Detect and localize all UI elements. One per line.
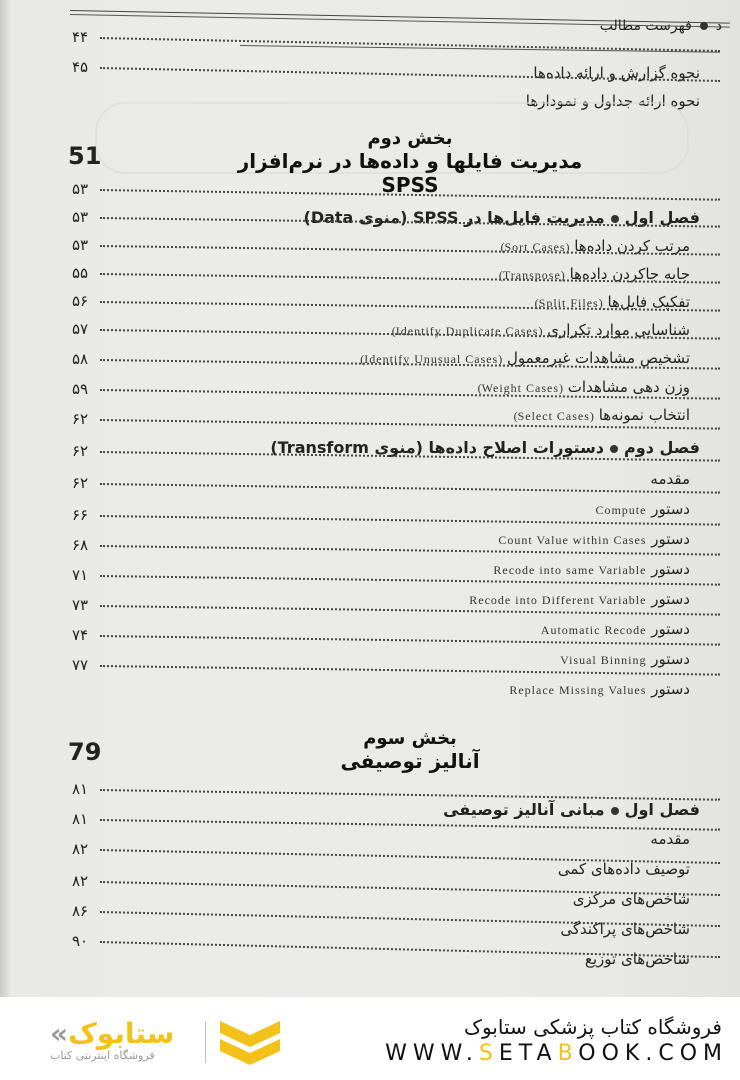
leader-dots — [100, 301, 720, 314]
leader-dots — [100, 389, 720, 402]
toc-title: توصیف داده‌های کمی — [557, 860, 690, 878]
toc-title: دستور Recode into Different Variable — [469, 590, 690, 608]
toc-entry — [60, 506, 720, 532]
leader-dots — [100, 189, 720, 203]
leader-dots — [100, 359, 720, 372]
toc-entry — [60, 656, 720, 682]
toc-title: نحوه ارائه جداول و نمودارها — [525, 92, 700, 110]
toc-entry — [60, 208, 720, 234]
page-number: ۵۳ — [72, 208, 89, 226]
page-number: ۷۴ — [72, 626, 89, 644]
leader-dots — [100, 245, 720, 258]
section-page-number: 79 — [68, 738, 102, 766]
page-number: ۶۸ — [72, 536, 89, 554]
page-number: ۵۸ — [72, 350, 89, 368]
leader-dots — [100, 67, 720, 84]
toc-title: شاخص‌های مرکزی — [572, 890, 690, 908]
toc-entry — [60, 320, 720, 346]
toc-title: تشخیص مشاهدات غیرمعمول (Identify Unusual Cases) — [360, 349, 690, 367]
leader-dots — [100, 419, 720, 432]
leader-dots — [100, 575, 720, 588]
toc-entry — [60, 350, 720, 376]
page-number: ۶۲ — [72, 442, 89, 460]
leader-dots — [100, 515, 720, 528]
chapter-name: مبانی آنالیز توصیفی — [443, 800, 605, 819]
toc-entry — [60, 596, 720, 622]
page-number: ۵۶ — [72, 292, 89, 310]
store-banner — [0, 997, 740, 1080]
chevrons-icon: « — [50, 1017, 69, 1050]
page-number: ۸۱ — [72, 810, 89, 828]
page-number: ۵۳ — [72, 236, 89, 254]
page-number: ۶۲ — [72, 410, 89, 428]
leader-dots — [100, 451, 720, 464]
toc-title: نحوه گزارش و ارائه داده‌ها — [533, 64, 700, 82]
chapter-name: دستورات اصلاح داده‌ها (منوی Transform) — [270, 438, 605, 457]
page-number: ۸۲ — [72, 840, 89, 858]
leader-dots — [100, 545, 720, 558]
page-number: ۵۳ — [72, 180, 89, 198]
toc-entry — [60, 58, 720, 84]
toc-entry — [60, 566, 720, 592]
toc-title: شاخص‌های توزیع — [584, 950, 690, 968]
toc-title: انتخاب نمونه‌ها (Select Cases) — [513, 406, 690, 424]
toc-title: شاخص‌های پراکندگی — [560, 920, 690, 938]
toc-entry — [60, 264, 720, 290]
toc-entry — [60, 180, 720, 206]
logo-brand: «ستابوک — [50, 1017, 175, 1050]
toc-entry — [60, 536, 720, 562]
toc-title: دستور Recode into same Variable — [493, 560, 690, 578]
page-number: ۵۹ — [72, 380, 89, 398]
section-label: بخش سوم — [363, 728, 457, 749]
leader-dots — [100, 217, 720, 230]
page-number: ۴۴ — [72, 28, 89, 46]
page-letter: د — [715, 18, 722, 34]
leader-dots — [100, 273, 720, 286]
page-number: ۹۰ — [72, 932, 89, 950]
chapter-name: مدیریت فایل‌ها در SPSS (منوی Data) — [303, 208, 605, 227]
page-number: ۸۲ — [72, 872, 89, 890]
page-number: ۸۶ — [72, 902, 89, 920]
toc-entry — [60, 380, 720, 406]
toc-entry — [60, 474, 720, 500]
page-number: ۵۷ — [72, 320, 89, 338]
store-logo[interactable] — [30, 1017, 290, 1067]
toc-title: دستور Visual Binning — [560, 650, 690, 668]
shop-url[interactable]: WWW.SETABOOK.COM — [385, 1041, 728, 1066]
toc-title: تفکیک فایل‌ها (Split Files) — [534, 293, 690, 311]
chapter-label: فصل اول — [624, 800, 700, 819]
toc-title: دستور Count Value within Cases — [498, 530, 690, 548]
toc-title: مقدمه — [650, 470, 690, 488]
leader-dots — [100, 483, 720, 496]
toc-title: دستور Replace Missing Values — [509, 680, 690, 698]
toc-title: جابه جاکردن داده‌ها (Transpose) — [498, 265, 690, 283]
page-number: ۶۲ — [72, 474, 89, 492]
leader-dots — [100, 329, 720, 342]
section-title: آنالیز توصیفی — [340, 749, 480, 773]
logo-divider — [205, 1021, 206, 1063]
chapter-label: فصل اول — [624, 208, 700, 227]
leader-dots — [100, 665, 720, 678]
toc-entry — [60, 626, 720, 652]
header-title: فهرست مطالب — [599, 18, 692, 34]
toc-title: مرتب کردن داده‌ها (Sort Cases) — [500, 237, 690, 255]
leader-dots — [100, 819, 720, 833]
toc-entry — [60, 236, 720, 262]
page-number: ۷۱ — [72, 566, 89, 584]
page-number: ۵۵ — [72, 264, 89, 282]
shop-title: فروشگاه کتاب پزشکی ستابوک — [464, 1015, 722, 1039]
page-number: ۴۵ — [72, 58, 89, 76]
section-label: بخش دوم — [367, 128, 453, 149]
leader-dots — [100, 605, 720, 618]
leader-dots — [100, 635, 720, 648]
page-number: ۶۶ — [72, 506, 89, 524]
toc-title: وزن دهی مشاهدات (Weight Cases) — [477, 378, 690, 396]
logo-subtitle: فروشگاه اینترنتی کتاب — [50, 1049, 155, 1062]
chevron-logo-icon — [220, 1021, 280, 1065]
toc-title: مقدمه — [650, 830, 690, 848]
toc-entry — [60, 442, 720, 468]
leader-dots — [100, 37, 720, 54]
page-spine-shadow — [0, 0, 10, 997]
toc-entry — [60, 292, 720, 318]
section-title: مدیریت فایلها و داده‌ها در نرم‌افزار SPSS — [237, 149, 583, 197]
toc-entry — [60, 410, 720, 436]
toc-title: شناسایی موارد تکراری (Identify Duplicate Cases) — [391, 321, 690, 339]
section-heading — [220, 728, 600, 773]
section-page-number: 51 — [68, 142, 102, 170]
chapter-label: فصل دوم — [624, 438, 700, 457]
page-number: ۷۷ — [72, 656, 89, 674]
toc-title: دستور Compute — [595, 500, 690, 518]
toc-entry — [60, 810, 720, 836]
page-number: ۷۳ — [72, 596, 89, 614]
toc-entry — [60, 28, 720, 54]
toc-title: دستور Automatic Recode — [540, 620, 690, 638]
page-number: ۸۱ — [72, 780, 89, 798]
